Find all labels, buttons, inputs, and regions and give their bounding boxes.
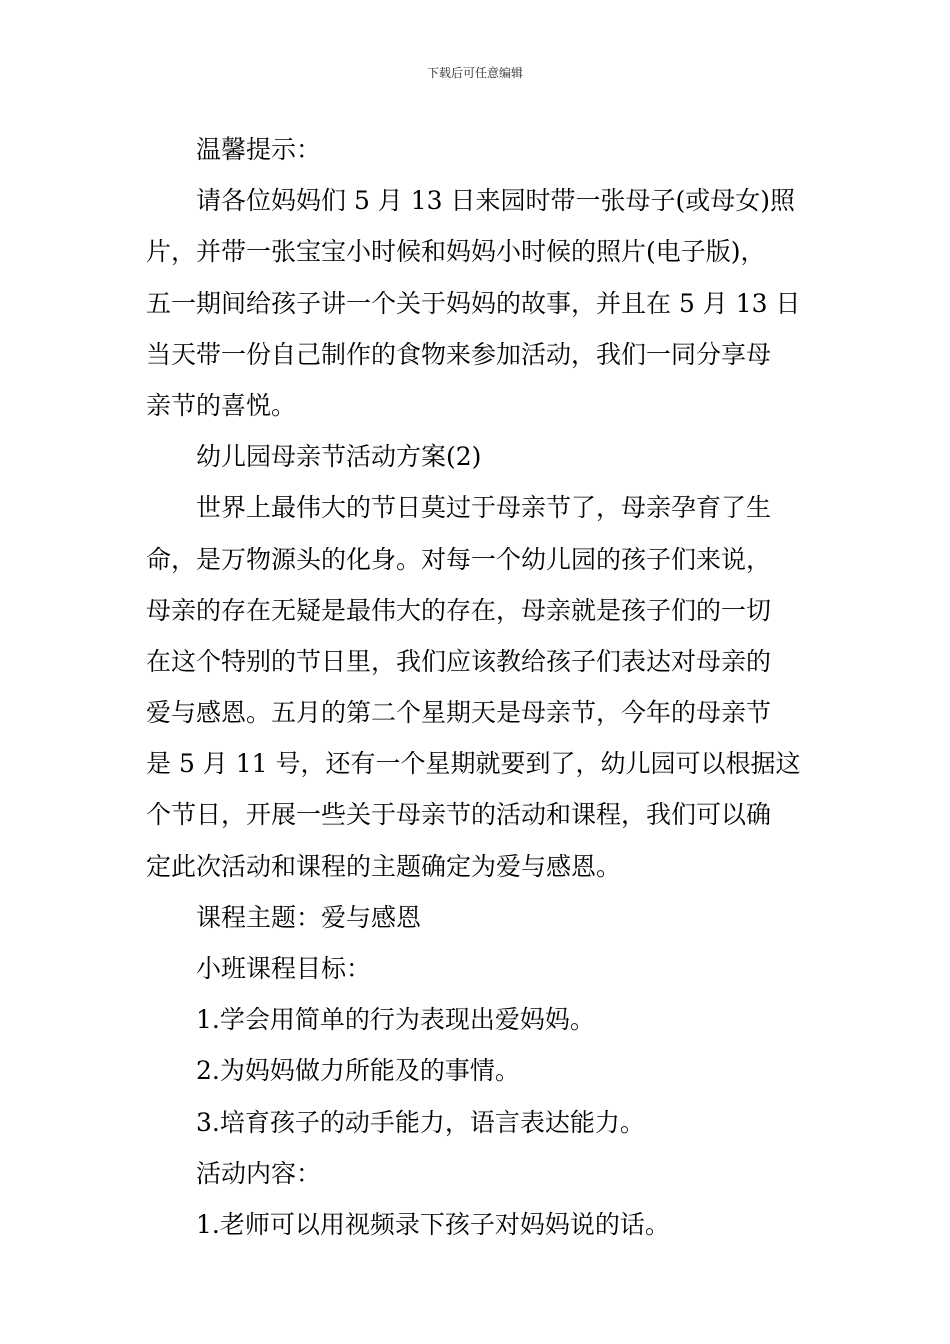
paragraph-line: 五一期间给孩子讲一个关于妈妈的故事，并且在 5 月 13 日 [146,288,801,318]
paragraph-line: 是 5 月 11 号，还有一个星期就要到了，幼儿园可以根据这 [146,749,801,779]
paragraph-line: 命，是万物源头的化身。对每一个幼儿园的孩子们来说， [146,544,772,574]
paragraph-line: 个节日，开展一些关于母亲节的活动和课程，我们可以确 [146,800,772,830]
activity-heading: 活动内容： [196,1158,322,1188]
page-header: 下载后可任意编辑 [426,66,523,80]
course-theme: 课程主题：爱与感恩 [196,902,422,932]
list-item: 1.老师可以用视频录下孩子对妈妈说的话。 [196,1209,670,1239]
paragraph-line: 亲节的喜悦。 [146,390,297,420]
list-item: 1.学会用简单的行为表现出爱妈妈。 [196,1005,595,1035]
paragraph-line: 片，并带一张宝宝小时候和妈妈小时候的照片(电子版)， [146,237,766,267]
document-body [146,128,810,1254]
list-item: 2.为妈妈做力所能及的事情。 [196,1056,520,1086]
paragraph-line: 当天带一份自己制作的食物来参加活动，我们一同分享母 [146,339,772,369]
paragraph-line: 定此次活动和课程的主题确定为爱与感恩。 [146,851,622,881]
paragraph-line: 母亲的存在无疑是最伟大的存在，母亲就是孩子们的一切 [146,595,772,625]
paragraph-line: 温馨提示： [196,135,322,164]
paragraph-line: 世界上最伟大的节日莫过于母亲节了，母亲孕育了生 [196,493,772,523]
paragraph-line: 请各位妈妈们 5 月 13 日来园时带一张母子(或母女)照 [196,186,796,216]
paragraph-line: 在这个特别的节日里，我们应该教给孩子们表达对母亲的 [146,646,772,676]
course-goals-heading: 小班课程目标： [196,954,372,983]
list-item: 3.培育孩子的动手能力，语言表达能力。 [196,1107,645,1137]
paragraph-line: 爱与感恩。五月的第二个星期天是母亲节，今年的母亲节 [146,698,772,728]
section-title: 幼儿园母亲节活动方案(2) [196,442,482,472]
